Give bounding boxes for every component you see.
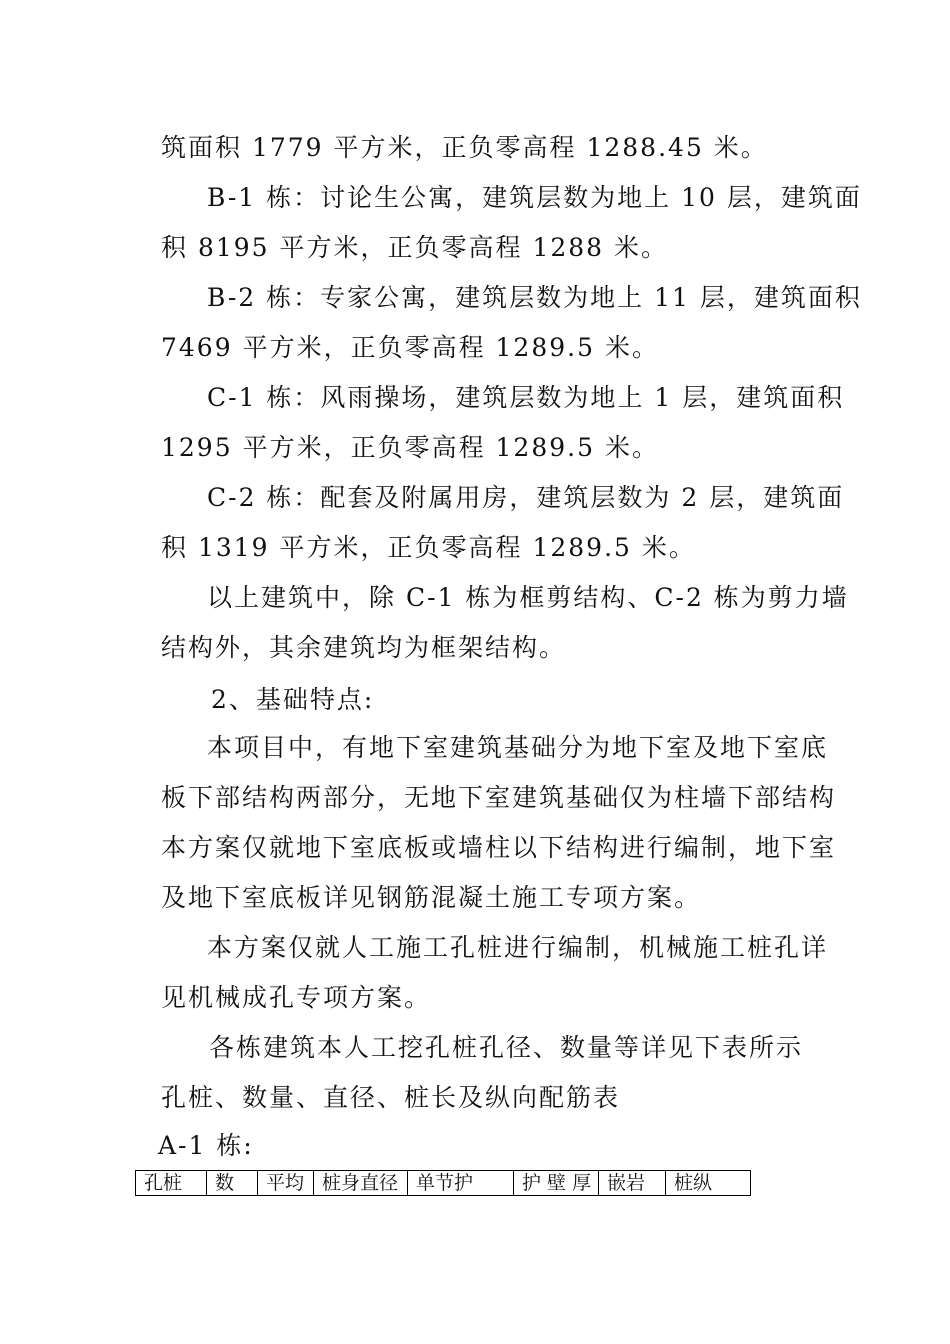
- table-header-cell: 护 壁 厚: [514, 1171, 599, 1196]
- paragraph-line: 本方案仅就人工施工孔桩进行编制，机械施工桩孔详: [207, 933, 829, 962]
- table-header-cell: 数: [207, 1171, 258, 1196]
- paragraph-line: 各栋建筑本人工挖孔桩孔径、数量等详见下表所示: [209, 1033, 804, 1062]
- table-header-cell: 单节护: [408, 1171, 514, 1196]
- paragraph-line: 积 8195 平方米，正负零高程 1288 米。: [161, 233, 669, 262]
- paragraph-line: 本项目中，有地下室建筑基础分为地下室及地下室底: [207, 733, 829, 762]
- paragraph-line: 结构外，其余建筑均为框架结构。: [161, 633, 567, 662]
- table-header-cell: 孔桩: [136, 1171, 207, 1196]
- table-title: 孔桩、数量、直径、桩长及纵向配筋表: [161, 1083, 621, 1112]
- table-header-cell: 嵌岩: [599, 1171, 666, 1196]
- paragraph-line: B-2 栋：专家公寓，建筑层数为地上 11 层，建筑面积: [207, 283, 862, 312]
- paragraph-line: 1295 平方米，正负零高程 1289.5 米。: [161, 433, 659, 462]
- paragraph-line: C-1 栋：风雨操场，建筑层数为地上 1 层，建筑面积: [207, 383, 845, 412]
- pile-table: [135, 1170, 751, 1196]
- table-header-cell: 平均: [258, 1171, 314, 1196]
- paragraph-line: 筑面积 1779 平方米，正负零高程 1288.45 米。: [161, 133, 768, 162]
- paragraph-line: 板下部结构两部分，无地下室建筑基础仅为柱墙下部结构: [161, 783, 837, 812]
- paragraph-line: 7469 平方米，正负零高程 1289.5 米。: [161, 333, 659, 362]
- building-label: A-1 栋:: [158, 1131, 254, 1160]
- paragraph-line: 及地下室底板详见钢筋混凝土施工专项方案。: [161, 883, 702, 912]
- table-header-row: [136, 1171, 751, 1196]
- section-heading: 2、基础特点:: [211, 685, 375, 714]
- paragraph-line: 本方案仅就地下室底板或墙柱以下结构进行编制，地下室: [161, 833, 837, 862]
- paragraph-line: 以上建筑中，除 C-1 栋为框剪结构、C-2 栋为剪力墙: [207, 583, 849, 612]
- paragraph-line: 积 1319 平方米，正负零高程 1289.5 米。: [161, 533, 696, 562]
- paragraph-line: 见机械成孔专项方案。: [161, 983, 432, 1012]
- paragraph-line: C-2 栋：配套及附属用房，建筑层数为 2 层，建筑面: [207, 483, 845, 512]
- table-header-cell: 桩身直径: [314, 1171, 408, 1196]
- table-header-cell: 桩纵: [666, 1171, 751, 1196]
- paragraph-line: B-1 栋：讨论生公寓，建筑层数为地上 10 层，建筑面: [207, 183, 862, 212]
